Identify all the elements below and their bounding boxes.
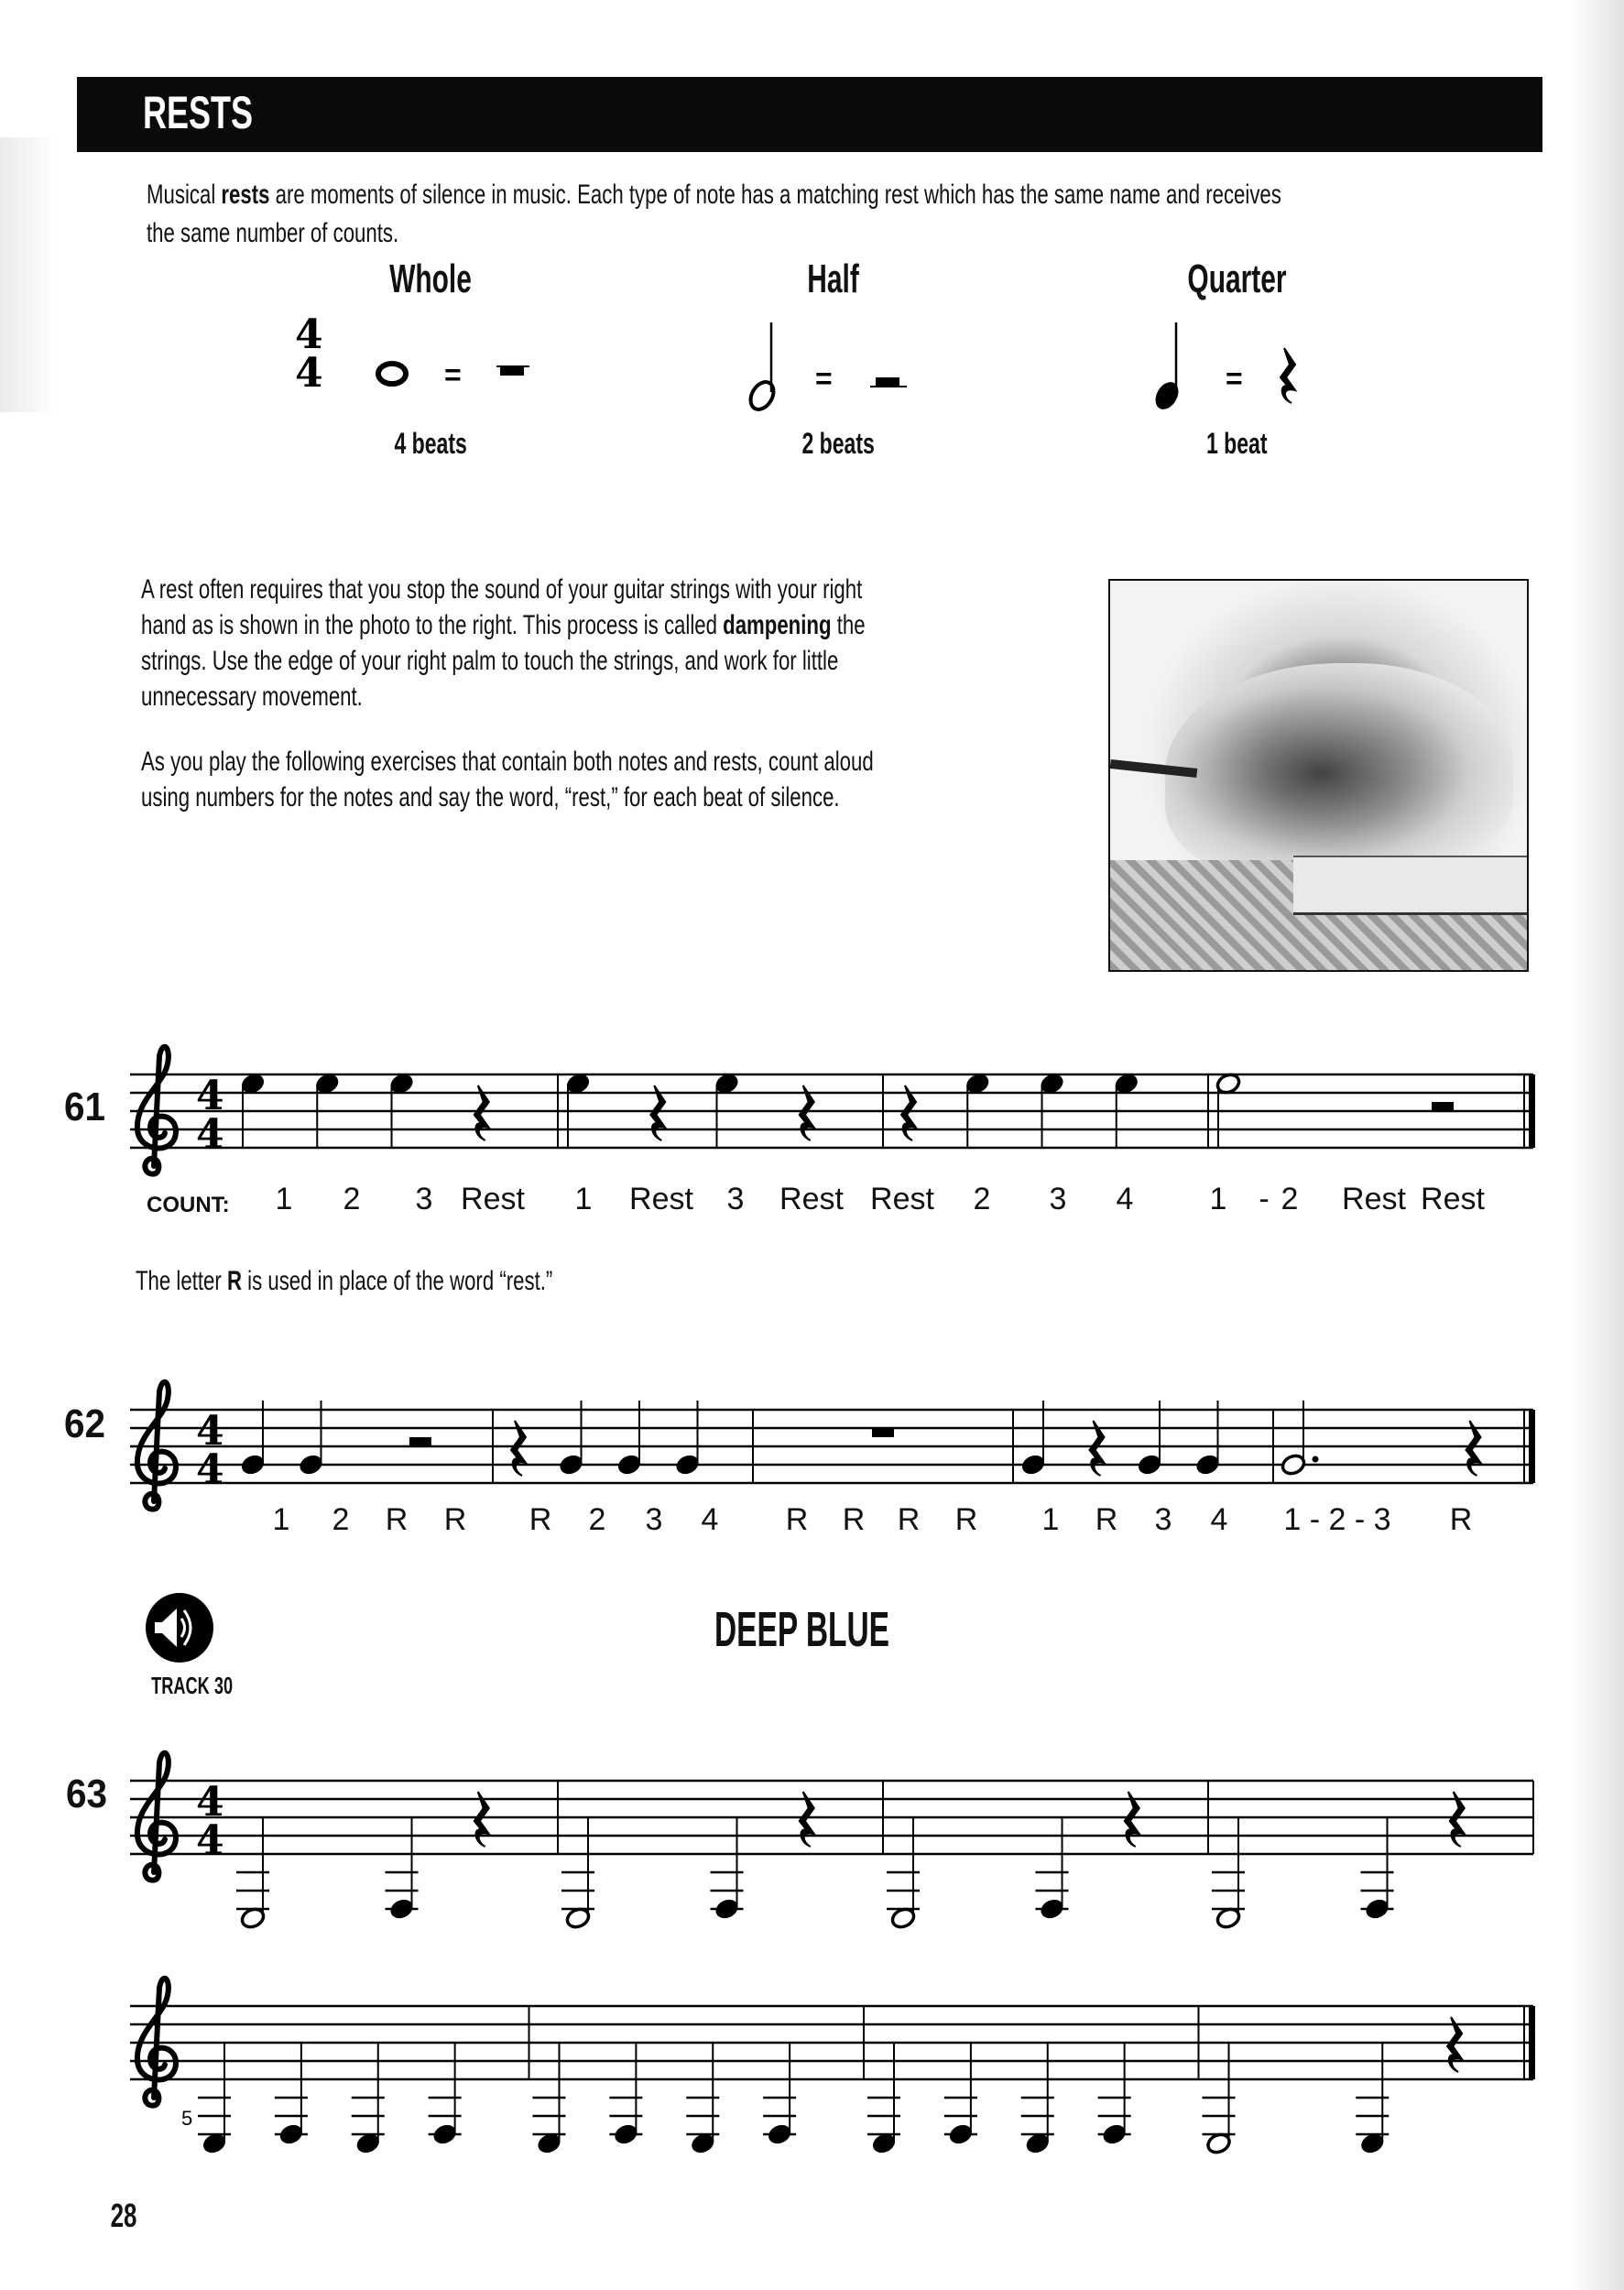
quarter-rest-icon xyxy=(1281,348,1295,403)
exercise-number-63: 63 xyxy=(65,1772,107,1816)
audio-track-marker[interactable] xyxy=(134,1592,234,1700)
time-signature-top: 4 xyxy=(295,311,323,358)
count-item: R xyxy=(385,1502,409,1537)
dampening-paragraph xyxy=(141,572,1066,714)
equals-sign: = xyxy=(815,362,833,395)
beats-label-quarter: 1 beat xyxy=(1205,427,1268,460)
count-item: Rest xyxy=(461,1182,525,1216)
count-item: 2 xyxy=(332,1502,350,1537)
exercise-number-61: 61 xyxy=(63,1085,105,1129)
whole-rest-icon xyxy=(872,1428,894,1437)
text-line: the same number of counts. xyxy=(147,218,399,248)
time-signature-top: 4 xyxy=(196,1073,224,1119)
rest-letter-note xyxy=(136,1266,699,1297)
time-signature-bottom: 4 xyxy=(196,1817,224,1864)
rest-type-heading-whole: Whole xyxy=(389,256,472,301)
count-item: - xyxy=(1259,1182,1270,1216)
counting-instructions-paragraph xyxy=(141,744,1066,815)
text-line: A rest often requires that you stop the sound of your guitar strings with your right xyxy=(141,574,863,605)
count-item: R xyxy=(954,1502,978,1537)
count-item: 4 xyxy=(1210,1502,1228,1537)
equals-sign: = xyxy=(1226,362,1243,395)
count-item: R xyxy=(1095,1502,1118,1537)
count-label: COUNT: xyxy=(147,1193,230,1217)
speaker-icon[interactable] xyxy=(144,1592,215,1663)
staff-exercise-63-line-1 xyxy=(0,1753,1624,1955)
count-item: 1 - 2 - 3 xyxy=(1283,1502,1391,1537)
count-item: Rest xyxy=(629,1182,693,1216)
count-item: 1 xyxy=(272,1502,290,1537)
half-note-icon xyxy=(746,378,778,414)
count-item: 2 xyxy=(973,1182,991,1216)
page-number: 28 xyxy=(110,2197,137,2234)
rest-comparison-symbols xyxy=(0,311,1624,421)
rest-type-heading-quarter: Quarter xyxy=(1186,256,1287,301)
bold-term: dampening xyxy=(723,610,832,640)
count-item: 3 xyxy=(726,1182,745,1216)
bold-term: R xyxy=(226,1266,242,1296)
count-item: Rest xyxy=(1342,1182,1406,1216)
section-header-bar xyxy=(77,77,1542,152)
count-item: 1 xyxy=(275,1182,293,1216)
text-line: strings. Use the edge of your right palm to touch the strings, and work for little xyxy=(141,646,839,676)
text-line: hand as is shown in the photo to the right. This process is called dampening the xyxy=(141,610,866,640)
count-item: R xyxy=(1449,1502,1473,1537)
time-signature-bottom: 4 xyxy=(295,350,323,397)
count-item: 2 xyxy=(588,1502,606,1537)
final-bar-thick xyxy=(1529,1410,1535,1483)
quarter-note-icon xyxy=(1150,378,1183,414)
half-rest-icon xyxy=(1432,1102,1454,1111)
count-item: 3 xyxy=(645,1502,663,1537)
time-signature-bottom: 4 xyxy=(196,1446,224,1493)
count-item: Rest xyxy=(1421,1182,1485,1216)
count-item: 1 xyxy=(574,1182,593,1216)
half-rest-icon xyxy=(409,1437,431,1446)
dot-icon xyxy=(1313,1456,1319,1463)
song-title: DEEP BLUE xyxy=(714,1602,890,1657)
intro-paragraph xyxy=(147,176,1539,253)
count-item: 4 xyxy=(701,1502,719,1537)
count-item: Rest xyxy=(779,1182,844,1216)
text-line: unnecessary movement. xyxy=(141,682,363,712)
text-line: using numbers for the notes and say the word, “rest,” for each beat of silence. xyxy=(141,782,840,812)
count-item: 3 xyxy=(415,1182,433,1216)
beats-label-whole: 4 beats xyxy=(394,427,467,460)
staff-exercise-63-line-2 xyxy=(0,1988,1624,2189)
count-item: R xyxy=(443,1502,467,1537)
count-item: 1 xyxy=(1209,1182,1227,1216)
time-signature-top: 4 xyxy=(196,1779,224,1826)
count-row-61 xyxy=(0,1182,1624,1218)
count-item: 3 xyxy=(1049,1182,1067,1216)
whole-note-icon xyxy=(378,364,406,384)
half-rest-icon xyxy=(876,377,899,387)
final-bar-thick xyxy=(1529,1074,1535,1148)
equals-sign: = xyxy=(444,358,462,391)
count-item: R xyxy=(897,1502,921,1537)
hand-shape xyxy=(1165,663,1513,883)
rest-type-heading-half: Half xyxy=(807,256,860,301)
count-item: Rest xyxy=(870,1182,934,1216)
dampening-photo xyxy=(1108,579,1529,972)
count-item: 3 xyxy=(1154,1502,1172,1537)
count-row-62 xyxy=(0,1502,1624,1539)
section-title: RESTS xyxy=(143,87,254,138)
pickguard-shape xyxy=(1293,856,1527,915)
text-line: The letter R is used in place of the word “rest.” xyxy=(136,1266,553,1296)
final-bar-thick xyxy=(1529,2006,1535,2079)
exercise-number-62: 62 xyxy=(63,1401,105,1446)
count-item: 2 xyxy=(1281,1182,1299,1216)
beats-label-half: 2 beats xyxy=(801,427,875,460)
count-item: R xyxy=(785,1502,809,1537)
count-item: 1 xyxy=(1041,1502,1060,1537)
text-line: Musical rests are moments of silence in music. Each type of note has a matching rest which has the same name and receives xyxy=(147,180,1281,210)
whole-rest-icon xyxy=(500,366,524,376)
track-label: TRACK 30 xyxy=(151,1672,234,1699)
measure-number: 5 xyxy=(181,2107,193,2130)
count-item: 2 xyxy=(343,1182,361,1216)
text-line: As you play the following exercises that contain both notes and rests, count aloud xyxy=(141,747,874,777)
count-item: R xyxy=(529,1502,552,1537)
bold-term: rests xyxy=(221,180,270,210)
count-item: 4 xyxy=(1116,1182,1134,1216)
count-item: R xyxy=(842,1502,866,1537)
time-signature-top: 4 xyxy=(196,1408,224,1455)
time-signature-bottom: 4 xyxy=(196,1111,224,1158)
